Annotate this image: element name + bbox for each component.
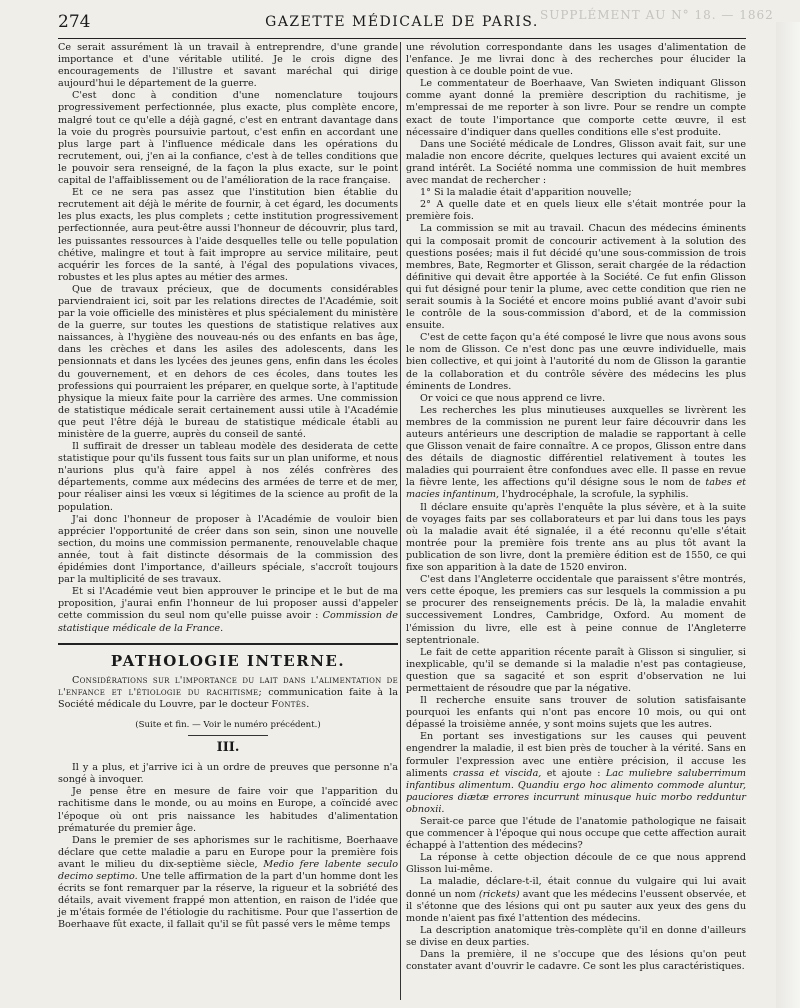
- closing-text: Et si l'Académie veut bien approuver le principe et le but de ma proposition, j'aurai enfin l'honneur de lui proposer aussi d'appeler cette commission du seul nom qu'elle puisse avoir :: [58, 586, 398, 622]
- latin-quote: Lac muliebre saluberrimum infantibus alimentum. Quandiu ergo hoc alimento commode aluntur, pauciores diætæ errores incurrunt minusque huic morbo redduntur obnoxii.: [406, 767, 746, 815]
- paragraph-text: avant que les médecins l'eussent observée, et il s'étonne que des lésions qui ont pu sauter aux yeux des gens du monde n'aient pas fixé l'attention des médecins.: [406, 888, 746, 924]
- paragraph-text: La maladie, déclare-t-il, était connue du vulgaire qui lui avait donné un nom: [406, 876, 746, 900]
- journal-title: GAZETTE MÉDICALE DE PARIS.: [265, 14, 539, 30]
- article-heading: [58, 675, 398, 711]
- section-divider: [58, 643, 398, 645]
- research-paragraph: [406, 405, 746, 502]
- latin-quote: Medio fere labente seculo decimo septimo.: [58, 858, 398, 882]
- paragraph: Le fait de cette apparition récente paraît à Glisson si singulier, si inexplicable, qu'il se demande si la maladie n'est pas contagieuse, question que sa sagacité et son esprit d'observation ne lui permettaient de résoudre que par la négative.: [406, 646, 746, 694]
- column-divider: [400, 42, 401, 1000]
- paragraph: La réponse à cette objection découle de ce que nous apprend Glisson lui-même.: [406, 852, 746, 876]
- paragraph: Serait-ce parce que l'étude de l'anatomie pathologique ne faisait que commencer à l'époque qui nous occupe que cette affection aurait échappé à l'attention des médecins?: [406, 816, 746, 852]
- section-title: PATHOLOGIE INTERNE.: [110, 651, 346, 670]
- bleed-through-text: SUPPLÉMENT AU N° 18. — 1862: [540, 8, 774, 22]
- rickets-paragraph: [406, 876, 746, 924]
- part-number: III.: [216, 740, 240, 756]
- paragraph: La commission se mit au travail. Chacun des médecins éminents qui la composait promit de concourir activement à la solution des questions posées; mais il fut décidé qu'une sous-commission de trois membres, Bate, Regmorter et Glisson, serait chargée de la rédaction définitive qui devait être apportée à la Société. Ce fut enfin Glisson qui fut désigné pour tenir la plume, avec cette condition que rien ne serait soumis à la Société et encore moins publié avant d'avoir subi le contrôle de la sous-commission d'abord, et de la commission ensuite.: [406, 223, 746, 332]
- paragraph: Il suffirait de dresser un tableau modèle des desiderata de cette statistique pour qu'ils fussent tous faits sur un plan uniforme, et nous n'aurions plus qu'à faire appel à nos zélés confrères des départements, comme aux médecins des armées de terre et de mer, pour réaliser ainsi les vœux si légitimes de la science au profit de la population.: [58, 441, 398, 513]
- paragraph: C'est donc à condition d'une nomenclature toujours progressivement perfectionnée, plus exacte, plus complète encore, malgré tout ce qu'elle a déjà gagné, c'est en entrant davantage dans la voie du progrès poursuivie partout, c'est enfin en accordant une plus large part à l'influence médicale dans les opérations du recrutement, oui, j'en ai la confiance, c'est à de telles conditions que le pouvoir sera renseigné, de la façon la plus exacte, sur le point capital de l'affaiblissement ou de l'amélioration de la race française.: [58, 90, 398, 187]
- left-column: [58, 42, 398, 931]
- short-divider: [188, 735, 268, 736]
- paragraph: Ce serait assurément là un travail à entreprendre, d'une grande importance et d'une véritable utilité. Je le crois digne des encouragements de l'illustre et savant maréchal qui dirige aujourd'hui le département de la guerre.: [58, 42, 398, 90]
- paragraph: J'ai donc l'honneur de proposer à l'Académie de vouloir bien apprécier l'opportunité de créer dans son sein, sinon une nouvelle section, du moins une commission permanente, renouvelable chaque année, tout à fait distincte désormais de la commission des épidémies dont l'importance, d'ailleurs spéciale, s'accroît toujours par la multiplicité de ses travaux.: [58, 513, 398, 586]
- paragraph: Il déclare ensuite qu'après l'enquête la plus sévère, et à la suite de voyages faits par ses collaborateurs et par lui dans tous les pays où la maladie avait été signalée, il a été reconnu qu'elle s'était montrée pour la première fois trente ans au plus tôt avant la publication de son livre, dont la première édition est de 1550, ce qui fixe son apparition à la date de 1520 environ.: [406, 501, 746, 574]
- continuation-note: (Suite et fin. — Voir le numéro précédent.): [135, 719, 321, 730]
- paragraph-text: En portant ses investigations sur les causes qui peuvent engendrer la maladie, il est bien près de toucher à la vérité. Sans en formuler l'expression avec une entière précision, il accuse les aliments: [406, 731, 746, 779]
- causes-paragraph: [406, 731, 746, 816]
- paragraph: Or voici ce que nous apprend ce livre.: [420, 392, 606, 404]
- paragraph: Et ce ne sera pas assez que l'institution bien établie du recrutement ait déjà le mérite de fournir, à cet égard, les documents les plus exacts, les plus complets ; cette institution progressivement perfectionnée, aura peut-être aussi l'honneur de découvrir, plus tard, les puissantes ressources à l'aide desquelles telle ou telle population chétive, malingre et tout à fait impropre au service militaire, peut acquérir les forces de la santé, à l'égal des populations vivaces, robustes et les plus aptes au métier des armes.: [58, 187, 398, 283]
- page-edge-shadow: [776, 22, 800, 1008]
- latin-term: crassa et viscida,: [453, 767, 542, 779]
- paragraph-text: Une telle affirmation de la part d'un homme dont les écrits se font remarquer par la réserve, la rigueur et la sobriété des détails, avait vivement frappé mon attention, en raison de l'idée que je m'étais formée de l'étiologie du rachitisme. Pour que l'assertion de Boerhaave fût exacte, il fallait qu'il se fût passé vers le même temps: [58, 871, 398, 931]
- question-item: 1° Si la maladie était d'apparition nouvelle;: [420, 187, 632, 199]
- paragraph-text: et ajoute :: [546, 767, 601, 779]
- paragraph: Dans la première, il ne s'occupe que des lésions qu'on peut constater avant d'ouvrir le cadavre. Ce sont les plus caractéristiques.: [406, 949, 746, 973]
- article-author: Fontès.: [271, 698, 310, 710]
- vernacular-term: (rickets): [478, 888, 520, 900]
- paragraph-text: Dans le premier de ses aphorismes sur le rachitisme, Boerhaave déclare que cette maladie a paru en Europe pour la première fois avant le milieu du dix-septième siècle,: [58, 834, 398, 870]
- right-column: [406, 42, 746, 973]
- paragraph: C'est de cette façon qu'a été composé le livre que nous avons sous le nom de Glisson. Ce n'est donc pas une œuvre individuelle, mais bien collective, et qui joint à l'autorité du nom de Glisson la garantie de la collaboration et du contrôle sévère des médecins les plus éminents de Londres.: [406, 332, 746, 392]
- question-item: 2° A quelle date et en quels lieux elle s'était montrée pour la première fois.: [406, 199, 746, 223]
- boerhaave-paragraph: [58, 835, 398, 932]
- closing-paragraph: [58, 586, 398, 634]
- paragraph: Le commentateur de Boerhaave, Van Swieten indiquant Glisson comme ayant donné la première description du rachitisme, je m'empressai de me reporter à son livre. Pour se rendre un compte exact de toute l'importance que comporte cette œuvre, il est nécessaire d'indiquer dans quelles conditions elle s'est produite.: [406, 78, 746, 138]
- paragraph-text: l'hydrocéphale, la scrofule, la syphilis.: [502, 489, 689, 501]
- paragraph: Il recherche ensuite sans trouver de solution satisfaisante pourquoi les enfants qui n'ont pas encore 10 mois, ou qui ont dépassé la troisième année, y sont moins sujets que les autres.: [406, 695, 746, 731]
- page-number: 274: [58, 12, 91, 32]
- article-subtitle: communication faite à la Société médicale du Louvre, par le docteur: [58, 686, 398, 710]
- paragraph: Dans une Société médicale de Londres, Glisson avait fait, sur une maladie non encore décrite, quelques lectures qui avaient excité un grand intérêt. La Société nomma une commission de huit membres avec mandat de rechercher :: [406, 138, 746, 187]
- paragraph: Il y a plus, et j'arrive ici à un ordre de preuves que personne n'a songé à invoquer.: [58, 762, 398, 786]
- paragraph-text: Les recherches les plus minutieuses auxquelles se livrèrent les membres de la commission ne purent leur faire découvrir dans les auteurs antérieurs une description de maladie se rapportant à celle que Glisson venait de faire connaître. A ce propos, Glisson entre dans des détails de diagnostic différentiel relativement à toutes les maladies qui pourraient être confondues avec elle. Il passe en revue la fièvre lente, les affections qu'il désigne sous le nom de: [406, 404, 746, 489]
- paragraph: une révolution correspondante dans les usages d'alimentation de l'enfance. Je me livrai donc à des recherches pour élucider la question à ce double point de vue.: [406, 42, 746, 78]
- article-title: Considérations sur l'importance du lait dans l'alimentation de l'enfance et l'étiologie du rachitisme;: [58, 674, 398, 698]
- paragraph: La description anatomique très-complète qu'il en donne d'ailleurs se divise en deux parties.: [406, 924, 746, 948]
- paragraph: Je pense être en mesure de faire voir que l'apparition du rachitisme dans le monde, ou au moins en Europe, a coïncidé avec l'époque où ont pris naissance les habitudes d'alimentation prématurée du premier âge.: [58, 786, 398, 834]
- latin-term: tabes et macies infantinum,: [406, 477, 746, 501]
- paragraph: C'est dans l'Angleterre occidentale que paraissent s'être montrés, vers cette époque, les premiers cas sur lesquels la commission a pu se procurer des renseignements précis. De là, la maladie envahit successivement Londres, Cambridge, Oxford. Au moment de l'émission du livre, elle est à peine connue de l'Angleterre septentrionale.: [406, 574, 746, 646]
- commission-name: Commission de statistique médicale de la France.: [58, 610, 398, 634]
- paragraph: Que de travaux précieux, que de documents considérables parviendraient ici, soit par les relations directes de l'Académie, soit par la voie officielle des ministères et plus spécialement du ministère de la guerre, sur toutes les questions de statistique relatives aux naissances, à l'hygiène des nouveau-nés ou des enfants en bas âge, dans les crèches et dans les asiles des adolescents, dans les pensionnats et dans les lycées des jeunes gens, enfin dans les écoles du gouvernement, et en dehors de ces écoles, dans toutes les professions qui pourraient les préparer, en quelque sorte, à l'aptitude physique la mieux faite pour la carrière des armes. Une commission de statistique médicale serait certainement aussi utile à l'Académie que peut l'être déjà le bureau de statistique médicale établi au ministère de la guerre, auprès du conseil de santé.: [58, 283, 398, 440]
